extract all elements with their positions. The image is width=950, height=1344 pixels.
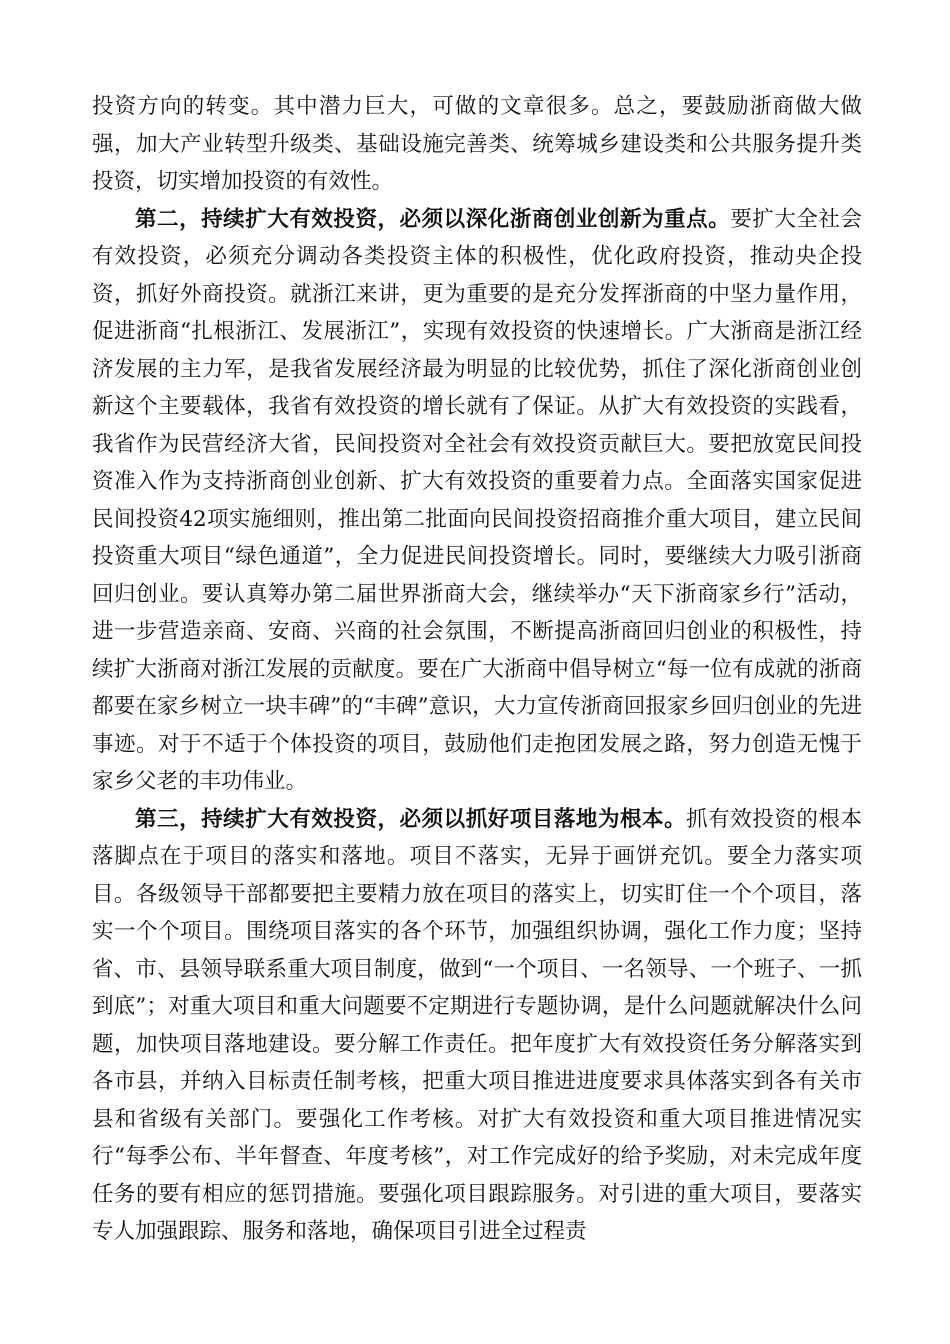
document-page <box>92 88 862 1251</box>
paragraph-heading-bold: 第二，持续扩大有效投资，必须以深化浙商创业创新为重点。 <box>135 206 731 232</box>
paragraph-text: 投资方向的转变。其中潜力巨大，可做的文章很多。总之，要鼓励浙商做大做强，加大产业转型升级类、基础设施完善类、统筹城乡建设类和公共服务提升类投资，切实增加投资的有效性。 <box>92 94 862 194</box>
paragraph-second-point <box>92 201 862 801</box>
paragraph-text: 要扩大全社会有效投资，必须充分调动各类投资主体的积极性，优化政府投资，推动央企投资，抓好外商投资。就浙江来讲，更为重要的是充分发挥浙商的中坚力量作用，促进浙商“扎根浙江、发展浙江”，实现有效投资的快速增长。广大浙商是浙江经济发展的主力军，是我省发展经济最为明显的比较优势，抓住了深化浙商创业创新这个主要载体，我省有效投资的增长就有了保证。从扩大有效投资的实践看，我省作为民营经济大省，民间投资对全社会有效投资贡献巨大。要把放宽民间投资准入作为支持浙商创业创新、扩大有效投资的重要着力点。全面落实国家促进民间投资42项实施细则，推出第二批面向民间投资招商推介重大项目，建立民间投资重大项目“绿色通道”，全力促进民间投资增长。同时，要继续大力吸引浙商回归创业。要认真筹办第二届世界浙商大会，继续举办“天下浙商家乡行”活动，进一步营造亲商、安商、兴商的社会氛围，不断提高浙商回归创业的积极性，持续扩大浙商对浙江发展的贡献度。要在广大浙商中倡导树立“每一位有成就的浙商都要在家乡树立一块丰碑”的“丰碑”意识，大力宣传浙商回报家乡回归创业的先进事迹。对于不适于个体投资的项目，鼓励他们走抱团发展之路，努力创造无愧于家乡父老的丰功伟业。 <box>92 206 862 794</box>
paragraph-third-point <box>92 801 862 1251</box>
paragraph-continuation <box>92 88 862 201</box>
paragraph-text: 抓有效投资的根本落脚点在于项目的落实和落地。项目不落实，无异于画饼充饥。要全力落实项目。各级领导干部都要把主要精力放在项目的落实上，切实盯住一个个项目，落实一个个项目。围绕项目落实的各个环节，加强组织协调，强化工作力度；坚持省、市、县领导联系重大项目制度，做到“一个项目、一名领导、一个班子、一抓到底”；对重大项目和重大问题要不定期进行专题协调，是什么问题就解决什么问题，加快项目落地建设。要分解工作责任。把年度扩大有效投资任务分解落实到各市县，并纳入目标责任制考核，把重大项目推进进度要求具体落实到各有关市县和省级有关部门。要强化工作考核。对扩大有效投资和重大项目推进情况实行“每季公布、半年督查、年度考核”，对工作完成好的给予奖励，对未完成年度任务的要有相应的惩罚措施。要强化项目跟踪服务。对引进的重大项目，要落实专人加强跟踪、服务和落地，确保项目引进全过程责 <box>92 806 862 1244</box>
paragraph-heading-bold: 第三，持续扩大有效投资，必须以抓好项目落地为根本。 <box>135 806 687 832</box>
